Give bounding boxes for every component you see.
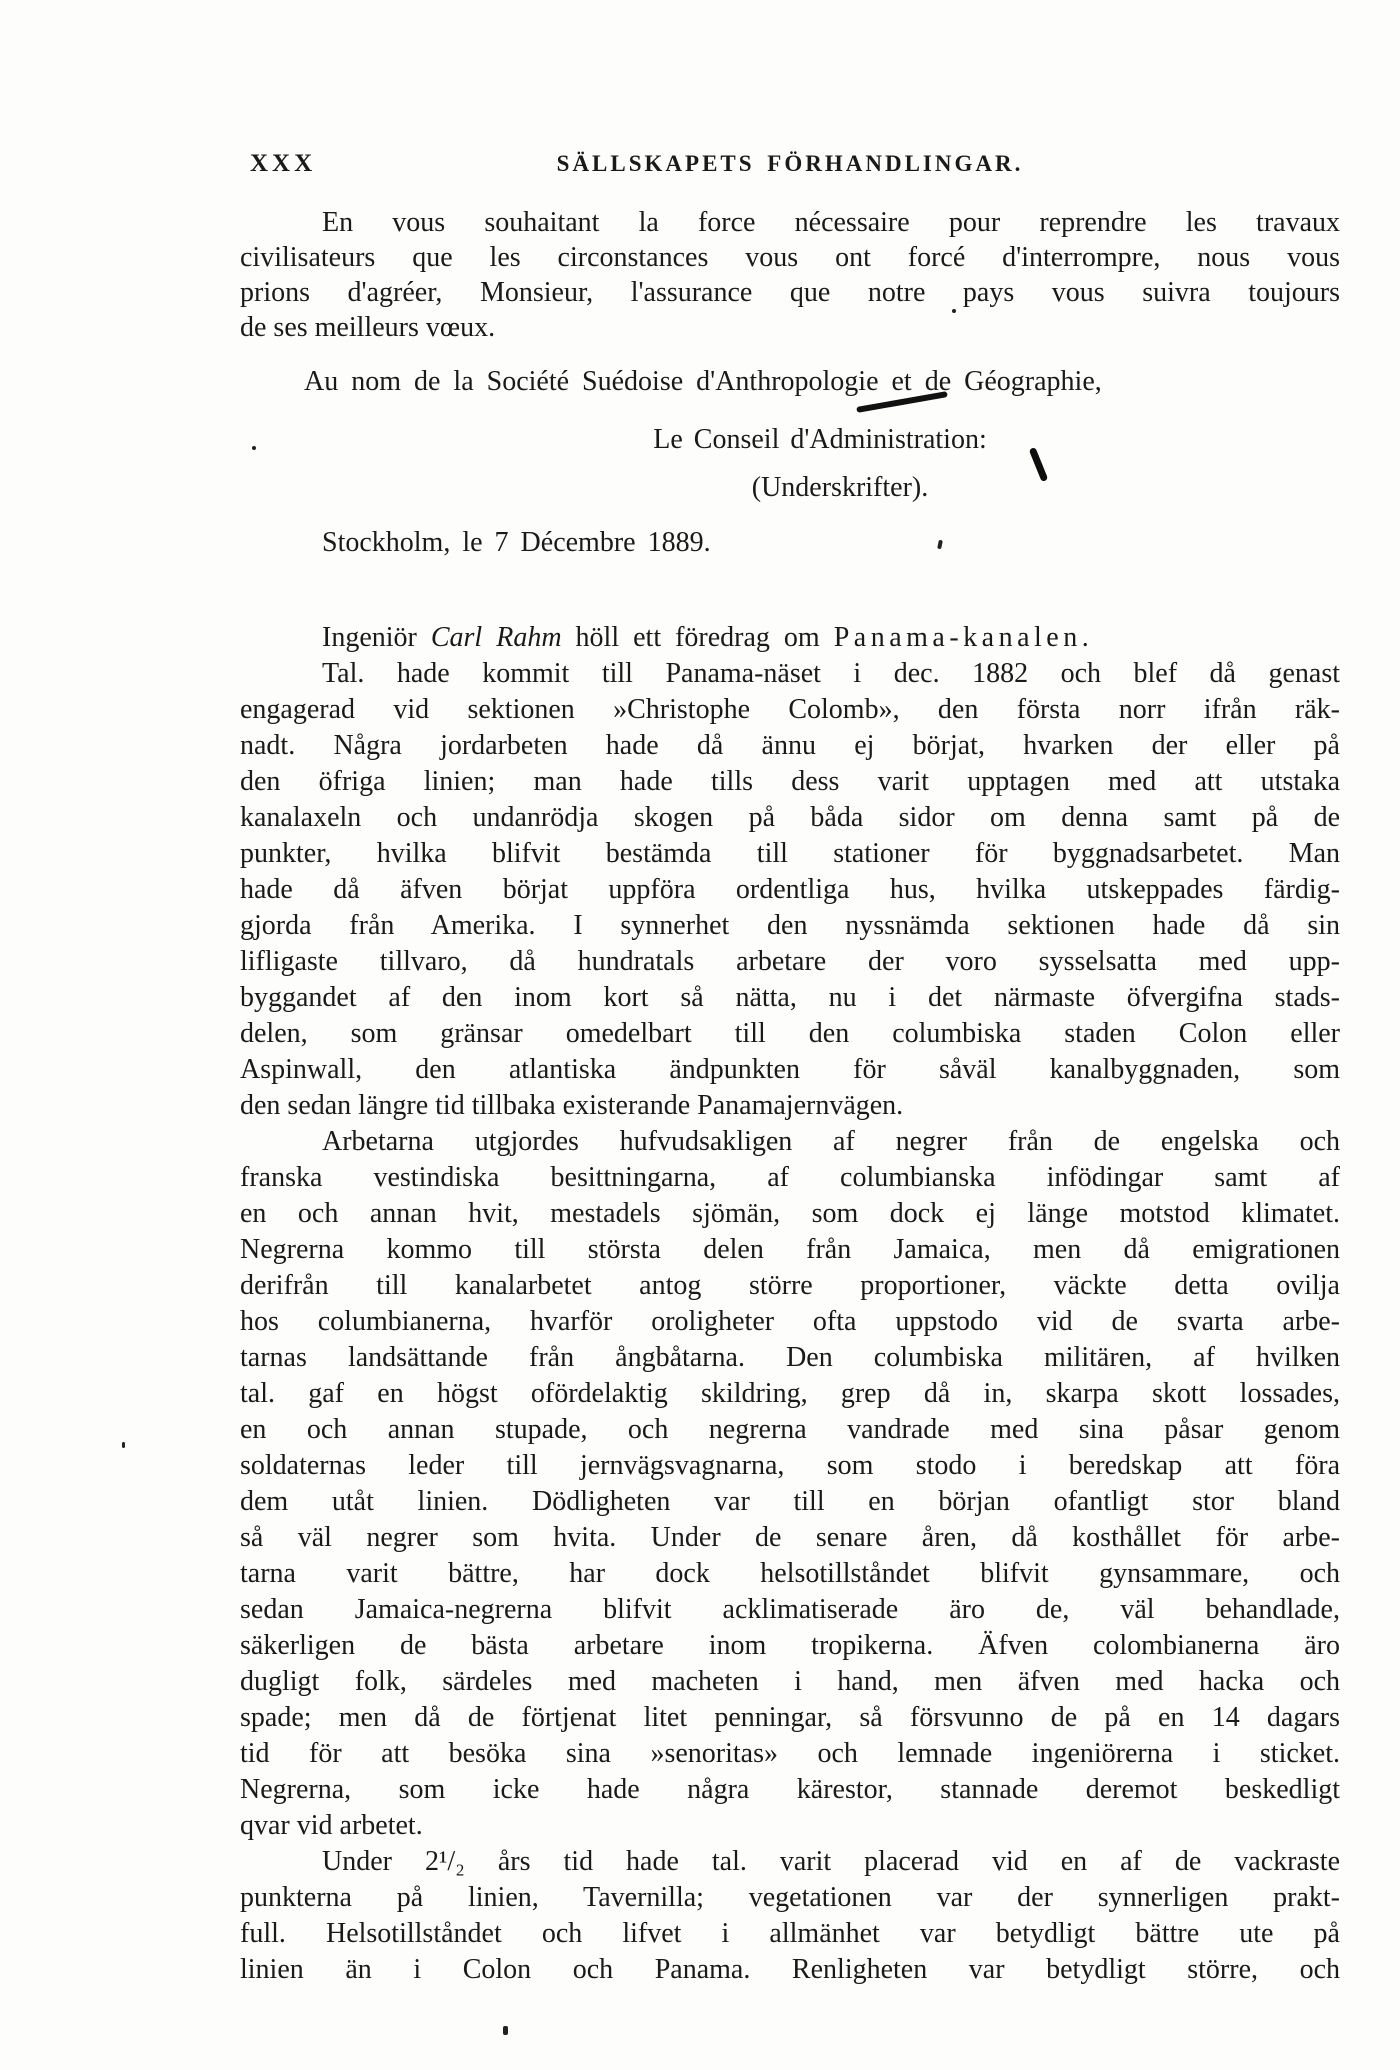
- text-line: dem utåt linien. Dödligheten var till en början ofantligt stor bland: [240, 1486, 1340, 1517]
- text-line: En vous souhaitant la force nécessaire pour reprendre les travaux: [322, 207, 1340, 238]
- text-line: franska vestindiska besittningarna, af columbianska infödingar samt af: [240, 1162, 1340, 1193]
- text-line: en och annan stupade, och negrerna vandrade med sina påsar genom: [240, 1414, 1340, 1445]
- text-line: tarnas landsättande från ångbåtarna. Den columbiska militären, af hvilken: [240, 1342, 1340, 1373]
- text-line: tid för att besöka sina »senoritas» och lemnade ingeniörerna i sticket.: [240, 1738, 1340, 1769]
- text-line: gjorda från Amerika. I synnerhet den nyssnämda sektionen hade då sin: [240, 910, 1340, 941]
- lecture-intro-middle: höll ett föredrag om: [561, 622, 834, 653]
- lecture-paragraph-1: [240, 656, 1340, 1124]
- letter-on-behalf-line: Au nom de la Société Suédoise d'Anthropologie et de Géographie,: [304, 366, 1102, 397]
- lecture-intro-prefix: Ingeniör: [322, 622, 431, 653]
- ink-speck: [952, 309, 956, 313]
- text-line: Negrerna, som icke hade några kärestor, stannade deremot beskedligt: [240, 1774, 1340, 1805]
- letter-signature-line: Le Conseil d'Administration:: [653, 424, 987, 455]
- ink-speck: [122, 1442, 125, 1448]
- text-line: dugligt folk, särdeles med macheten i hand, men äfven med hacka och: [240, 1666, 1340, 1697]
- text-line: sedan Jamaica-negrerna blifvit acklimatiserade äro de, väl behandlade,: [240, 1594, 1340, 1625]
- lecture-intro-line: [240, 620, 1340, 656]
- text-line: prions d'agréer, Monsieur, l'assurance que notre pays vous suivra toujours: [240, 277, 1340, 308]
- page-number: XXX: [250, 150, 317, 177]
- text-line: hade då äfven börjat uppföra ordentliga hus, hvilka utskeppades färdig-: [240, 874, 1340, 905]
- lecture-report: [240, 620, 1340, 1988]
- text-line: säkerligen de bästa arbetare inom tropikerna. Äfven colombianerna äro: [240, 1630, 1340, 1661]
- text-line: Aspinwall, den atlantiska ändpunkten för såväl kanalbyggnaden, som: [240, 1054, 1340, 1085]
- text-line: linien än i Colon och Panama. Renligheten var betydligt större, och: [240, 1954, 1340, 1985]
- letter-signatures-note: (Underskrifter).: [751, 472, 929, 503]
- text-line: Negrerna kommo till största delen från Jamaica, men då emigrationen: [240, 1234, 1340, 1265]
- running-title: SÄLLSKAPETS FÖRHANDLINGAR.: [556, 151, 1024, 176]
- text-line: den öfriga linien; man hade tills dess varit upptagen med att utstaka: [240, 766, 1340, 797]
- letter-dateline: Stockholm, le 7 Décembre 1889.: [322, 527, 711, 558]
- text-line: soldaternas leder till jernvägsvagnarna, som stodo i beredskap att föra: [240, 1450, 1340, 1481]
- text-line: civilisateurs que les circonstances vous ont forcé d'interrompre, nous vous: [240, 242, 1340, 273]
- letter-closing-paragraph: [240, 205, 1340, 345]
- text-line: full. Helsotillståndet och lifvet i allmänhet var betydligt bättre ute på: [240, 1918, 1340, 1949]
- text-line: delen, som gränsar omedelbart till den columbiska staden Colon eller: [240, 1018, 1340, 1049]
- text-line: Under 2¹/₂ års tid hade tal. varit placerad vid en af de vackraste: [322, 1846, 1340, 1877]
- ink-speck: [503, 2026, 508, 2035]
- ink-speck: [252, 446, 256, 450]
- text-line: de ses meilleurs vœux.: [240, 312, 496, 343]
- text-line: byggandet af den inom kort så nätta, nu i det närmaste öfvergifna stads-: [240, 982, 1340, 1013]
- text-line: nadt. Några jordarbeten hade då ännu ej börjat, hvarken der eller på: [240, 730, 1340, 761]
- text-line: engagerad vid sektionen »Christophe Colomb», den första norr ifrån räk-: [240, 694, 1340, 725]
- text-line: kanalaxeln och undanrödja skogen på båda sidor om denna samt på de: [240, 802, 1340, 833]
- running-header: [240, 150, 1340, 182]
- text-line: spade; men då de förtjenat litet penningar, så försvunno de på en 14 dagars: [240, 1702, 1340, 1733]
- text-line: derifrån till kanalarbetet antog större proportioner, väckte detta ovilja: [240, 1270, 1340, 1301]
- lecture-paragraph-3: [240, 1844, 1340, 1988]
- text-line: Tal. hade kommit till Panama-näset i dec. 1882 och blef då genast: [322, 658, 1340, 689]
- text-line: hos columbianerna, hvarför oroligheter ofta uppstodo vid de svarta arbe-: [240, 1306, 1340, 1337]
- text-line: tarna varit bättre, har dock helsotillståndet blifvit gynsammare, och: [240, 1558, 1340, 1589]
- text-line: punkter, hvilka blifvit bestämda till stationer för byggnadsarbetet. Man: [240, 838, 1340, 869]
- text-line: qvar vid arbetet.: [240, 1810, 423, 1841]
- text-line: den sedan längre tid tillbaka existerande Panamajernvägen.: [240, 1090, 904, 1121]
- lecture-topic: Panama-kanalen.: [833, 622, 1094, 653]
- text-line: så väl negrer som hvita. Under de senare åren, då kosthållet för arbe-: [240, 1522, 1340, 1553]
- text-line: punkterna på linien, Tavernilla; vegetationen var der synnerligen prakt-: [240, 1882, 1340, 1913]
- text-line: tal. gaf en högst ofördelaktig skildring, grep då in, skarpa skott lossades,: [240, 1378, 1340, 1409]
- text-line: lifligaste tillvaro, då hundratals arbetare der voro sysselsatta med upp-: [240, 946, 1340, 977]
- text-line: en och annan hvit, mestadels sjömän, som dock ej länge motstod klimatet.: [240, 1198, 1340, 1229]
- lecture-speaker-name: Carl Rahm: [430, 622, 562, 653]
- text-line: Arbetarna utgjordes hufvudsakligen af negrer från de engelska och: [322, 1126, 1340, 1157]
- lecture-paragraph-2: [240, 1124, 1340, 1844]
